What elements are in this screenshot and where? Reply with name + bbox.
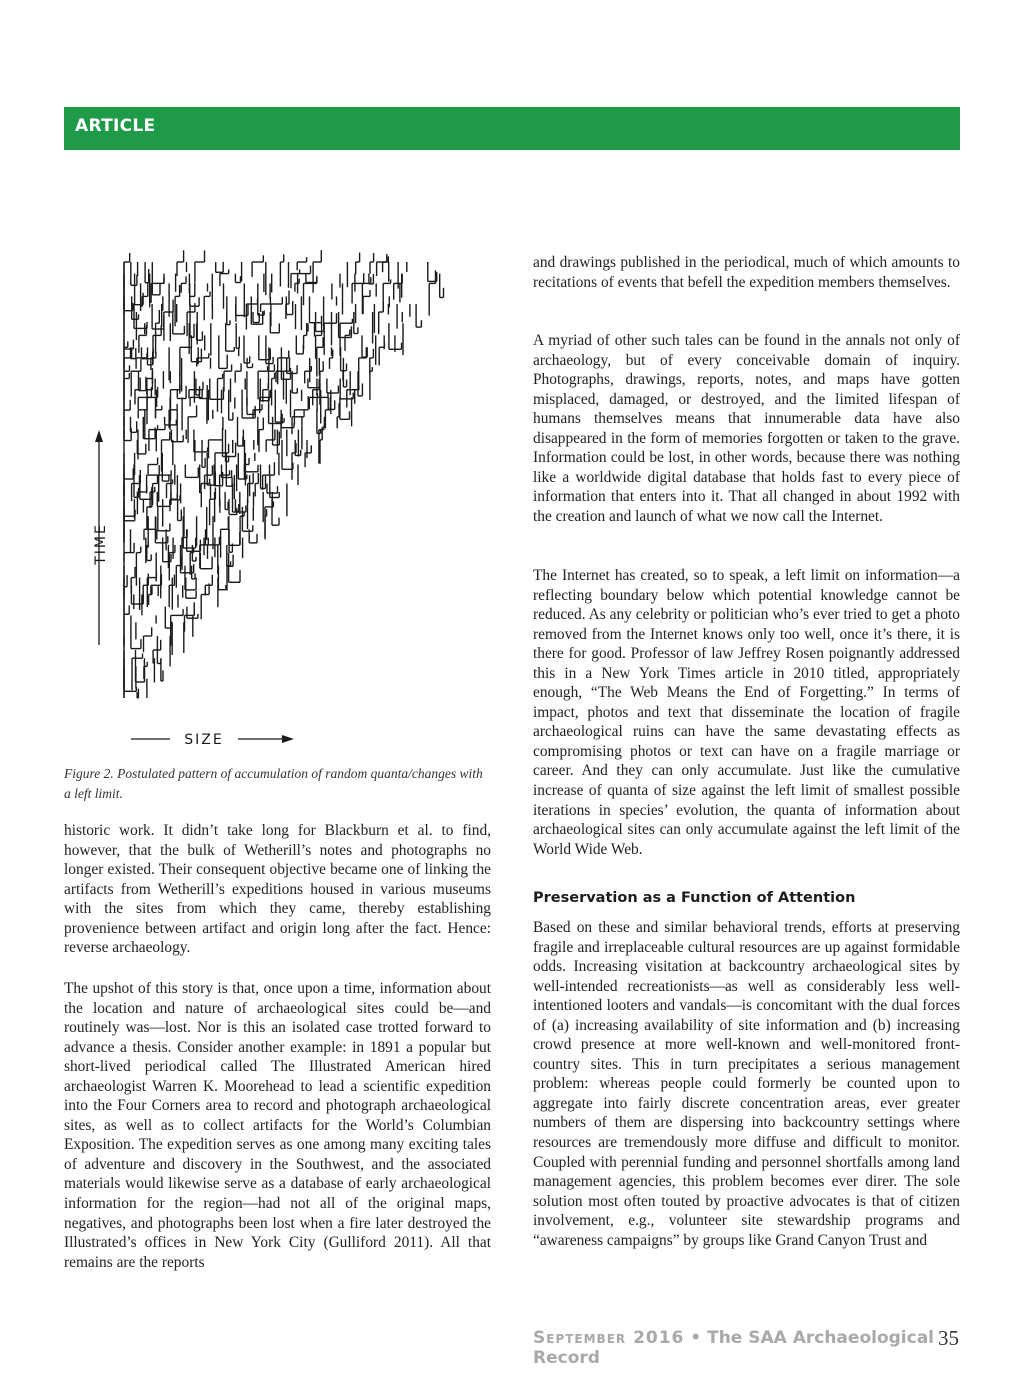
- section-label: ARTICLE: [75, 116, 156, 136]
- footer-journal: [533, 1328, 963, 1368]
- right-column-paragraph-2: [533, 331, 960, 526]
- paragraph: and drawings published in the periodical, much of which amounts to recitations of events that befell the expedition members themselves.: [533, 254, 960, 291]
- section-heading: Preservation as a Function of Attention: [533, 890, 856, 906]
- page-footer: [533, 1326, 963, 1368]
- footer-separator: •: [684, 1328, 708, 1348]
- figure-caption: Figure 2. Postulated pattern of accumulation of random quanta/changes with a left limit.: [64, 766, 483, 801]
- paragraph: The upshot of this story is that, once upon a time, information about the location and nature of archaeological sites could be—and routinely was—lost. Nor is this an isolated case trotted forward to advance a thesis. Consider another example: in 1891 a popular but short-lived periodical called The Illustrated American hired archaeologist Warren K. Moorehead to lead a scientific expedition into the Four Corners area to record and photograph archaeological sites, as well as to collect artifacts for the World’s Columbian Exposition. The expedition serves as one among many exciting tales of adventure and discovery in the Southwest, and the associated materials would likewise serve as a database of early archaeological information for the region—had not all of the original maps, negatives, and photographs been lost when a fire later destroyed the Illustrated’s offices in New York City (Gulliford 2011). All that remains are the reports: [64, 980, 491, 1271]
- figure-2: [64, 250, 494, 750]
- article-banner: [64, 107, 960, 150]
- right-column-section-paragraph: [533, 918, 960, 1250]
- footer-journal-title: The SAA Archaeological Record: [533, 1328, 934, 1368]
- page-number: 35: [938, 1326, 959, 1350]
- left-column-paragraph-2: [64, 979, 491, 1272]
- footer-date: September 2016: [533, 1328, 685, 1348]
- time-axis-label: TIME: [93, 523, 109, 565]
- right-column-paragraph-1: [533, 253, 960, 292]
- left-column-paragraph-1: [64, 821, 491, 958]
- right-column-paragraph-3: [533, 566, 960, 859]
- paragraph: Based on these and similar behavioral trends, efforts at preserving fragile and irreplaceable cultural resources are up against formidable odds. Increasing visitation at backcountry archaeological sites by well-intended recreationists—as well as considerably less well-intentioned looters and vandals—is concomitant with the dual forces of (a) increasing availability of site information and (b) increasing crowd presence at more well-known and well-monitored front-country sites. This in turn precipitates a serious management problem: whereas people could formerly be counted upon to aggregate into fairly discrete concentration areas, ever greater numbers of them are dispersing into backcountry settings where resources are tremendously more diffuse and difficult to monitor. Coupled with perennial funding and personnel shortfalls among land management agencies, this problem becomes ever direr. The sole solution most often touted by proactive advocates is that of citizen involvement, e.g., volunteer site stewardship programs and “awareness campaigns” by groups like Grand Canyon Trust and: [533, 919, 960, 1249]
- paragraph: A myriad of other such tales can be found in the annals not only of archaeology, but of every conceivable domain of inquiry. Photographs, drawings, reports, notes, and maps have gotten misplaced, damaged, or destroyed, and the limited lifespan of humans themselves means that innumerable data have also disappeared in the form of memories forgotten or taken to the grave. Information could be lost, in other words, because there was nothing like a worldwide digital database that holds fast to every piece of information that enters into it. That all changed in about 1992 with the creation and launch of what we now call the Internet.: [533, 332, 960, 525]
- paragraph: The Internet has created, so to speak, a left limit on information—a reflecting boundary below which potential knowledge cannot be reduced. As any celebrity or politician who’s ever tried to get a photo removed from the Internet knows only too well, once it’s there, it is there for good. Professor of law Jeffrey Rosen poignantly addressed this in a New York Times article in 2010 titled, appropriately enough, “The Web Means the End of Forgetting.” In terms of impact, photos and text that disseminate the location of fragile archaeological ruins can have the same devastating effects as compromising photos or text can have on a fragile marriage or career. And they can only accumulate. Just like the cumulative increase of quanta of size against the left limit of smallest possible iterations in species’ evolution, the quanta of information about archaeological sites can only accumulate against the left limit of the World Wide Web.: [533, 567, 960, 858]
- size-axis-label: SIZE: [184, 732, 224, 748]
- paragraph: historic work. It didn’t take long for Blackburn et al. to find, however, that the bulk of Wetherill’s notes and photographs no longer existed. Their consequent objective became one of linking the artifacts from Wetherill’s expeditions housed in various museums with the sites from which they came, thereby establishing provenience between artifact and origin long after the fact. Hence: reverse archaeology.: [64, 822, 491, 957]
- random-walk-diagram: [64, 250, 494, 750]
